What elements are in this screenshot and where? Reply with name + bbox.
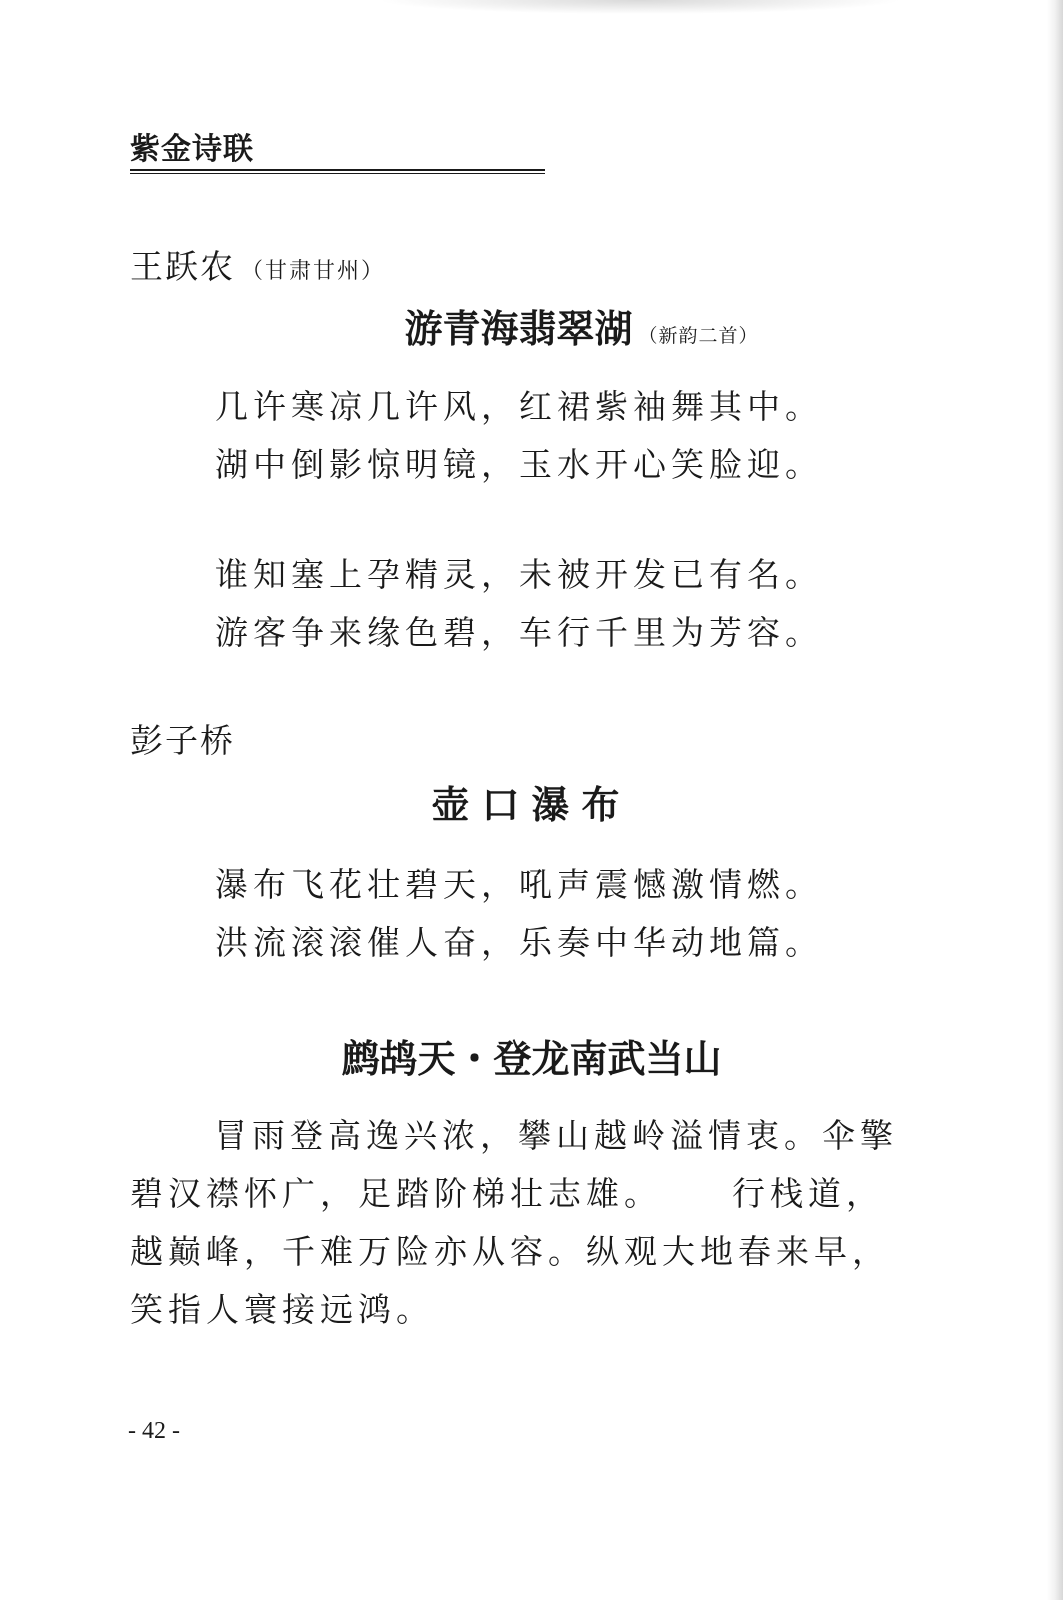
poem-title-text: 游青海翡翠湖 xyxy=(404,306,633,351)
poem-line: 谁知塞上孕精灵，未被开发已有名。 xyxy=(215,555,823,594)
poem-stanza xyxy=(215,546,823,662)
poem-stanza xyxy=(215,378,823,494)
poem-stanza xyxy=(215,856,823,972)
poem-line: 游客争来缘色碧，车行千里为芳容。 xyxy=(215,613,823,652)
poem-title-text: 鹧鸪天・登龙南武当山 xyxy=(341,1036,722,1081)
poem-line: 几许寒凉几许风，红裙紫袖舞其中。 xyxy=(215,387,823,426)
author-origin: （甘肃甘州） xyxy=(241,259,386,284)
poem-line: 洪流滚滚催人奋，乐奏中华动地篇。 xyxy=(215,923,823,962)
author-name-text: 王跃农 xyxy=(130,247,235,286)
poem-title xyxy=(0,782,1063,827)
header-rule xyxy=(130,169,545,174)
page-number: - 42 - xyxy=(128,1418,180,1444)
ci-line xyxy=(130,1165,930,1223)
poem-line: 瀑布飞花壮碧天，吼声震憾激情燃。 xyxy=(215,865,823,904)
poem-title xyxy=(0,306,1063,351)
ci-line-part: 行栈道， xyxy=(732,1174,884,1213)
ci-line: 越巅峰，千难万险亦从容。纵观大地春来早， xyxy=(130,1232,890,1271)
poem-title-note: （新韵二首） xyxy=(638,325,759,347)
poem-line: 湖中倒影惊明镜，玉水开心笑脸迎。 xyxy=(215,445,823,484)
ci-line-part: 碧汉襟怀广，足踏阶梯壮志雄。 xyxy=(130,1174,662,1213)
ci-body xyxy=(130,1107,930,1339)
ci-line: 笑指人寰接远鸿。 xyxy=(130,1290,434,1329)
author-name-text: 彭子桥 xyxy=(130,721,235,760)
header-title: 紫金诗联 xyxy=(130,132,254,167)
author-name xyxy=(130,247,386,286)
running-header xyxy=(130,132,545,174)
poem-title xyxy=(0,1036,1063,1081)
poem-title-text: 壶口瀑布 xyxy=(431,782,632,827)
author-name xyxy=(130,721,235,760)
ci-line: 冒雨登高逸兴浓，攀山越岭溢情衷。伞擎 xyxy=(214,1116,898,1155)
